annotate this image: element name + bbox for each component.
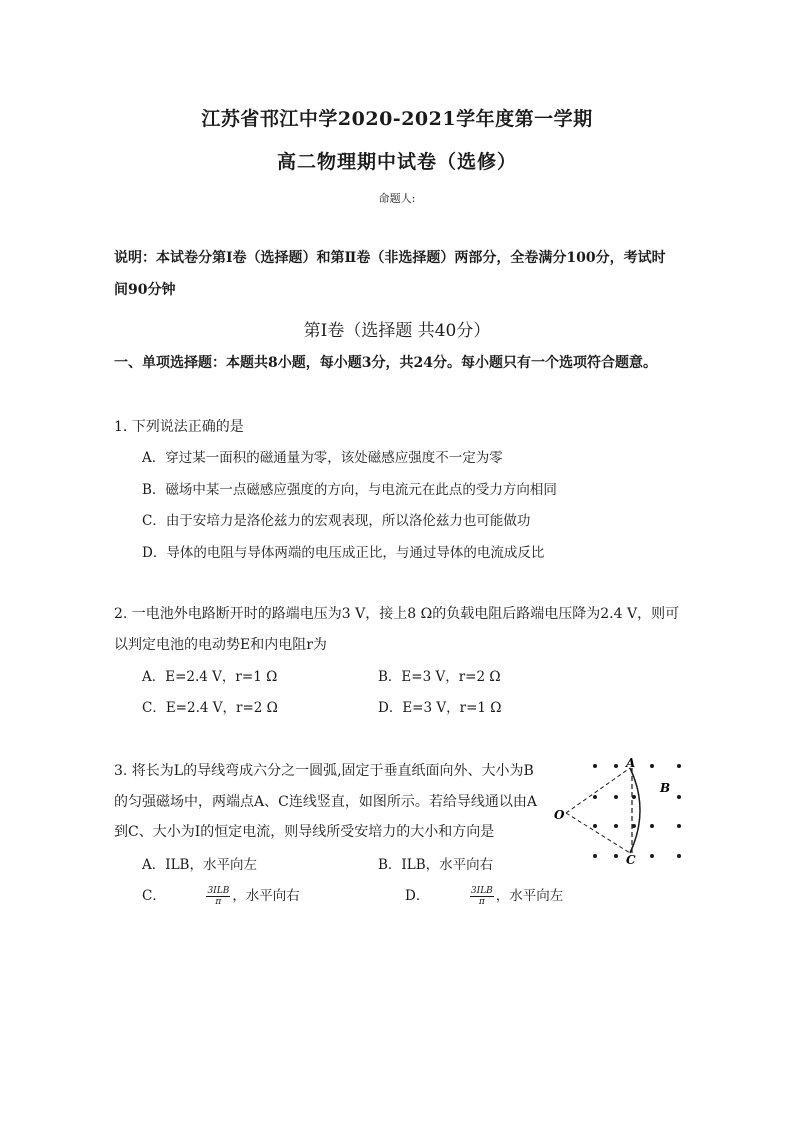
label-B: B <box>660 781 671 795</box>
q3-option-c-label: C． <box>142 888 166 904</box>
exam-title-line2: 高二物理期中试卷（选修） <box>276 151 517 173</box>
q3-option-d <box>405 884 563 907</box>
q1-option-c: C．由于安培力是洛伦兹力的宏观表现，所以洛伦兹力也可能做功 <box>142 513 531 529</box>
instructions-line2: 间90分钟 <box>114 282 176 298</box>
radius-OA-dashed <box>566 768 630 813</box>
q3-option-d-suffix: ，水平向左 <box>495 888 564 904</box>
q3-option-c-fraction <box>206 886 230 907</box>
section-title: 第Ⅰ卷（选择题 共40分） <box>303 321 491 341</box>
q3-stem-line2: 的匀强磁场中，两端点A、C连线竖直，如图所示。若给导线通以由A <box>114 794 537 810</box>
q2-option-d: D．E=3 V，r=1 Ω <box>378 700 502 716</box>
q2-stem-line2: 以判定电池的电动势E和内电阻r为 <box>114 637 327 653</box>
q3-stem-line1: 3. 将长为L的导线弯成六分之一圆弧,固定于垂直纸面向外、大小为B <box>114 763 534 779</box>
q3-option-c-suffix: ，水平向右 <box>232 888 300 904</box>
q3-option-b: B．ILB，水平向右 <box>378 857 494 873</box>
q1-option-d: D．导体的电阻与导体两端的电压成正比，与通过导体的电流成反比 <box>142 545 545 561</box>
q3-option-d-label: D． <box>405 888 430 904</box>
section-intro: 一、单项选择题：本题共8小题，每小题3分，共24分。每小题只有一个选项符合题意。 <box>114 355 657 371</box>
fraction-numerator: 3ILB <box>470 886 493 896</box>
q3-magnetic-field-figure <box>548 752 698 867</box>
q3-stem-line3: 到C、大小为I的恒定电流，则导线所受安培力的大小和方向是 <box>114 824 495 840</box>
fraction-denominator: π <box>215 897 222 907</box>
q1-option-b: B．磁场中某一点磁感应强度的方向，与电流元在此点的受力方向相同 <box>142 482 557 498</box>
q2-option-b: B．E=3 V，r=2 Ω <box>378 669 501 685</box>
fraction-numerator: 3ILB <box>207 886 230 896</box>
fraction-denominator: π <box>478 897 485 907</box>
magnetic-field-dots <box>593 764 681 858</box>
radius-OC-dashed <box>566 813 630 853</box>
label-C: C <box>626 853 636 867</box>
q3-option-a: A．ILB，水平向左 <box>142 857 257 873</box>
label-A: A <box>626 756 636 770</box>
label-O: O <box>554 808 565 822</box>
exam-title-line1: 江苏省邗江中学2020-2021学年度第一学期 <box>201 108 593 130</box>
q2-option-a: A．E=2.4 V，r=1 Ω <box>142 669 278 685</box>
q1-stem: 1. 下列说法正确的是 <box>114 419 244 435</box>
author-label: 命题人: <box>378 192 416 205</box>
q1-option-a: A．穿过某一面积的磁通量为零，该处磁感应强度不一定为零 <box>142 450 503 466</box>
instructions-line1: 说明：本试卷分第Ⅰ卷（选择题）和第Ⅱ卷（非选择题）两部分，全卷满分100分，考试时 <box>114 250 666 266</box>
q3-option-c <box>142 884 300 907</box>
q2-stem-line1: 2. 一电池外电路断开时的路端电压为3 V，接上8 Ω的负载电阻后路端电压降为2.4 V，则可 <box>114 606 680 622</box>
q2-option-c: C．E=2.4 V，r=2 Ω <box>142 700 278 716</box>
q3-option-d-fraction <box>470 886 494 907</box>
